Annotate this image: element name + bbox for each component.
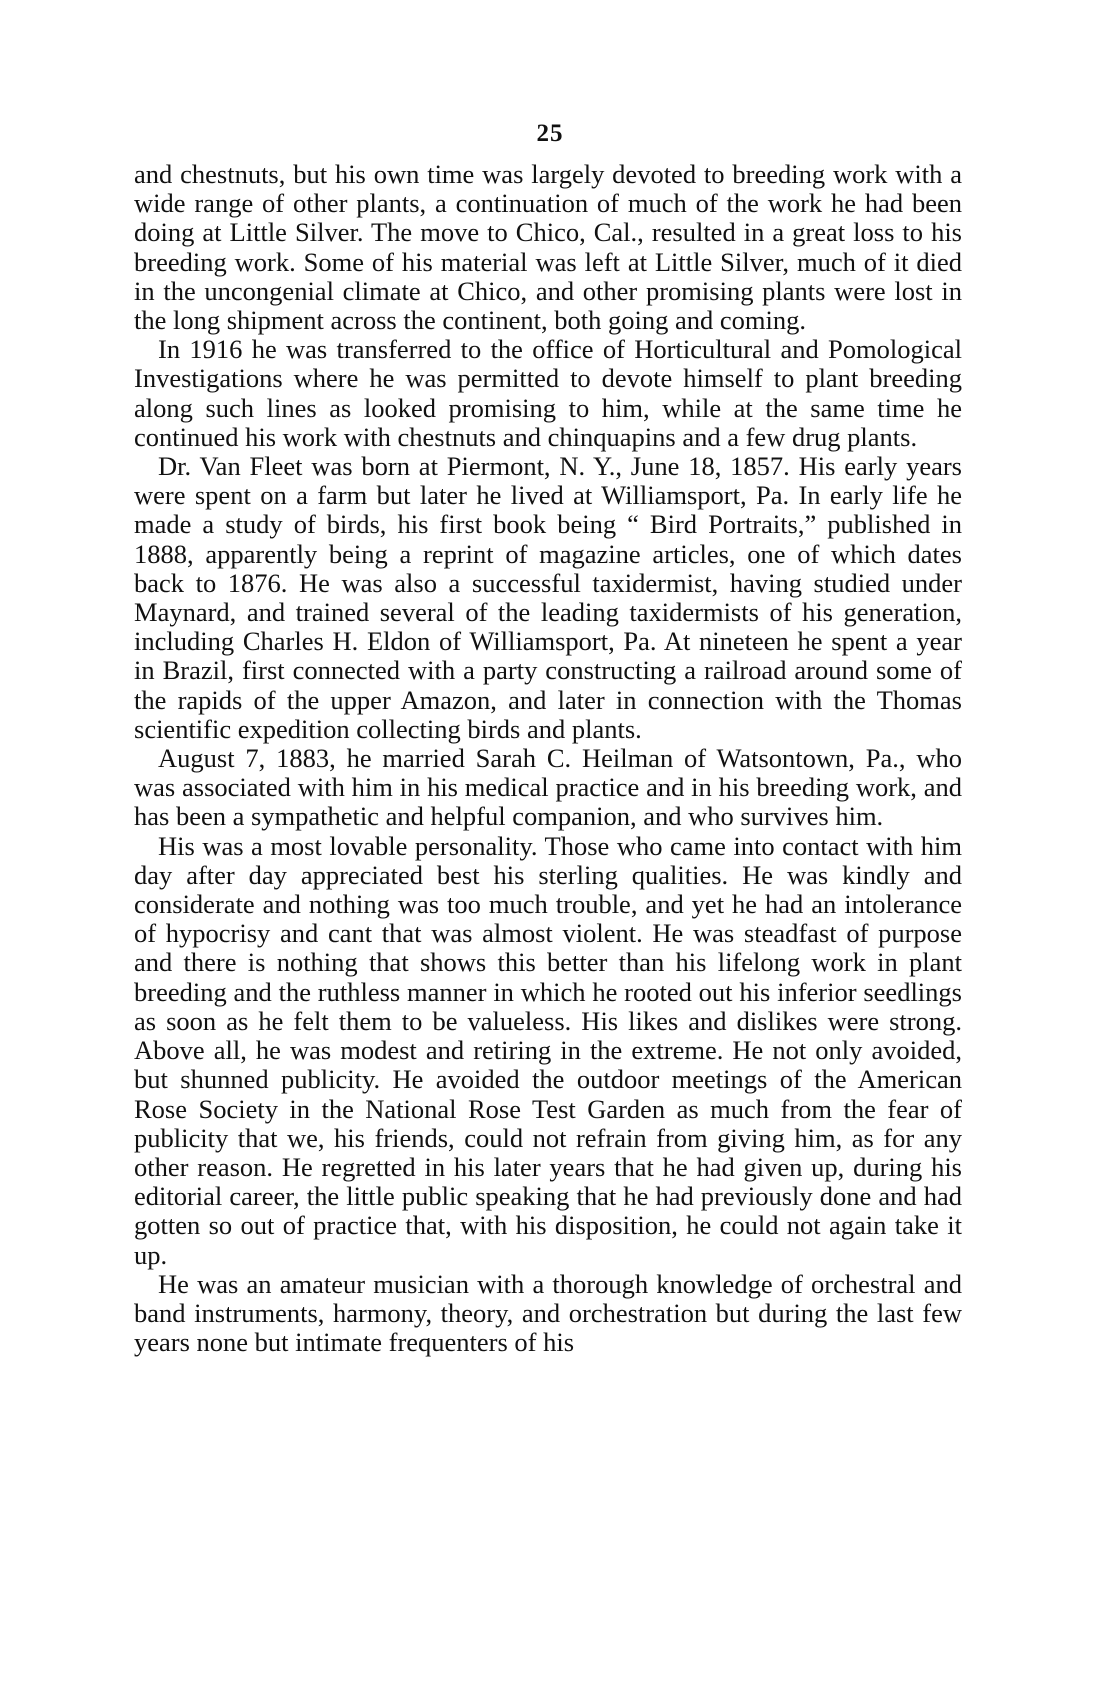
paragraph-personality: His was a most lovable personality. Those who came into contact with him day after day appreciated best his sterling qualities. He was kindly and considerate and nothing was too much trouble, and yet he had an intolerance of hypocrisy and cant that was almost violent. He was steadfast of purpose and there is nothing that shows this better than his lifelong work in plant breeding and the ruthless manner in which he rooted out his inferior seedlings as soon as he felt them to be valueless. His likes and dislikes were strong. Above all, he was modest and retiring in the extreme. He not only avoided, but shunned publicity. He avoided the outdoor meetings of the American Rose Society in the National Rose Test Garden as much from the fear of publicity that we, his friends, could not refrain from giving him, as for any other reason. He regretted in his later years that he had given up, during his editorial career, the little public speaking that he had previously done and had gotten so out of practice that, with his disposition, he could not again take it up.	[134, 830, 962, 1270]
paragraph-marriage: August 7, 1883, he married Sarah C. Heilman of Watsontown, Pa., who was associated with him in his medical practice and in his breeding work, and has been a sympathetic and helpful companion, and who survives him.	[134, 743, 962, 832]
paragraph-musician: He was an amateur musician with a thorough knowledge of orchestral and band instruments, harmony, theory, and orchestration but during the last few years none but intimate frequenters of his	[134, 1268, 962, 1358]
paragraph-early-life: Dr. Van Fleet was born at Piermont, N. Y., June 18, 1857. His early years were spent on a farm but later he lived at Williamsport, Pa. In early life he made a study of birds, his first book being “ Bird Portraits,” published in 1888, apparently being a reprint of magazine articles, one of which dates back to 1876. He was also a successful taxidermist, having studied under Maynard, and trained several of the leading taxidermists of his generation, including Charles H. Eldon of Williamsport, Pa. At nineteen he spent a year in Brazil, first connected with a party constructing a railroad around some of the rapids of the upper Amazon, and later in connection with the Thomas scientific expedition collecting birds and plants.	[134, 451, 962, 744]
paragraph-continuation: and chestnuts, but his own time was largely devoted to breeding work with a wide range of other plants, a continuation of much of the work he had been doing at Little Silver. The move to Chico, Cal., resulted in a great loss to his breeding work. Some of his material was left at Little Silver, much of it died in the uncongenial climate at Chico, and other promising plants were lost in the long shipment across the continent, both going and coming.	[134, 159, 962, 336]
paragraph-transfer-1916: In 1916 he was transferred to the office of Horticultural and Pomological Investigations where he was permitted to devote himself to plant breeding along such lines as looked promising to him, while at the same time he continued his work with chestnuts and chinquapins and a few drug plants.	[134, 334, 962, 452]
page-number: 25	[536, 120, 564, 147]
body-text	[134, 160, 962, 1357]
